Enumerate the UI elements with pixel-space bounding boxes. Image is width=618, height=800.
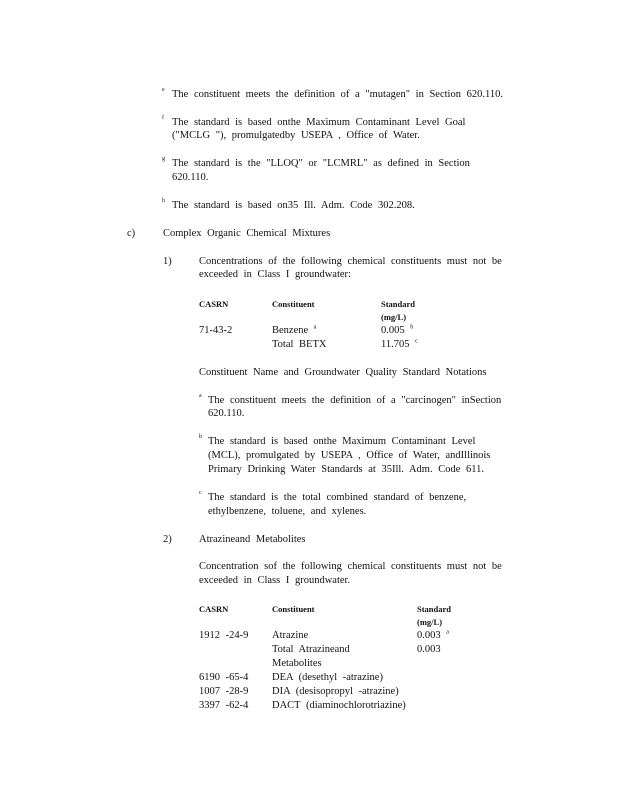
table2-header-constituent: Constituent (272, 604, 315, 614)
table2-row2-value: 0.003 (417, 644, 441, 655)
notation-c-line2: ethylbenzene, toluene, and xylenes. (208, 506, 367, 517)
notation-mark-b: b (199, 434, 202, 440)
notation-c-line1: The standard is the total combined standard of benzene, (208, 492, 467, 503)
notation-b-line3: Primary Drinking Water Standards at 35Ill. Adm. Code 611. (208, 464, 484, 475)
table2-row6-name: DACT (diaminochlorotriazine) (272, 700, 406, 711)
table1-header-units: (mg/L) (381, 312, 407, 322)
table2-row5-casrn: 1007 -28-9 (199, 686, 249, 697)
notation-b-line2: (MCL), promulgated by USEPA , Office of Water, andIllinois (208, 450, 491, 461)
footnote-mark-e: e (162, 87, 165, 93)
table2-row2-name: Total Atrazineand (272, 644, 350, 655)
table1-row1-name: Benzene $^a$ (272, 324, 317, 336)
item1-intro-line2: exceeded in Class I groundwater: (199, 269, 351, 280)
table2-row1-value: 0.003 $^a$ (417, 629, 449, 641)
notation-mark-c: c (199, 490, 202, 496)
table1-row2-value: 11.705 $^c$ (381, 338, 418, 350)
table2-header-casrn: CASRN (199, 604, 229, 614)
footnote-h-line1: The standard is based on35 Ill. Adm. Code 302.208. (172, 200, 415, 211)
footnote-g-line2: 620.110. (172, 172, 209, 183)
item2-number: 2) (163, 534, 172, 545)
notations-heading: Constituent Name and Groundwater Quality Standard Notations (199, 367, 487, 378)
footnote-f-line1: The standard is based onthe Maximum Contaminant Level Goal (172, 117, 466, 128)
item2-intro-line2: exceeded in Class I groundwater. (199, 575, 351, 586)
item2-intro-line1: Concentration sof the following chemical constituents must not be (199, 561, 502, 572)
table2-row3-name: Metabolites (272, 658, 322, 669)
notation-a-line1: The constituent meets the definition of a "carcinogen" inSection (208, 395, 502, 406)
table2-row4-name: DEA (desethyl -atrazine) (272, 672, 383, 683)
table2-row1-name: Atrazine (272, 630, 309, 641)
table1-row1-casrn: 71-43-2 (199, 325, 233, 336)
table1-header-casrn: CASRN (199, 299, 229, 309)
table1-row2-name: Total BETX (272, 339, 327, 350)
footnote-f-line2: ("MCLG "), promulgatedby USEPA , Office of Water. (172, 130, 420, 141)
table2-header-standard: Standard (417, 604, 452, 614)
section-c-label: c) (127, 228, 136, 239)
item1-number: 1) (163, 256, 172, 267)
table2-row1-casrn: 1912 -24-9 (199, 630, 249, 641)
notation-mark-a: a (199, 393, 202, 399)
footnote-e-line1: The constituent meets the definition of a "mutagen" in Section 620.110. (172, 89, 503, 100)
table2-row4-casrn: 6190 -65-4 (199, 672, 249, 683)
table2-header-units: (mg/L) (417, 617, 443, 627)
table1-row1-value: 0.005 $^b$ (381, 324, 414, 336)
footnote-mark-f: f (162, 115, 164, 121)
notation-a-line2: 620.110. (208, 408, 245, 419)
footnote-g-line1: The standard is the "LLOQ" or "LCMRL" as defined in Section (172, 158, 470, 169)
footnote-mark-g: g (162, 156, 165, 162)
item2-title: Atrazineand Metabolites (199, 534, 306, 545)
item1-intro-line1: Concentrations of the following chemical constituents must not be (199, 256, 502, 267)
section-c-title: Complex Organic Chemical Mixtures (163, 228, 331, 239)
notation-b-line1: The standard is based onthe Maximum Contaminant Level (208, 436, 476, 447)
table1-header-constituent: Constituent (272, 299, 315, 309)
footnote-mark-h: h (162, 198, 165, 204)
table2-row5-name: DIA (desisopropyl -atrazine) (272, 686, 399, 697)
table2-row6-casrn: 3397 -62-4 (199, 700, 249, 711)
table1-header-standard: Standard (381, 299, 416, 309)
